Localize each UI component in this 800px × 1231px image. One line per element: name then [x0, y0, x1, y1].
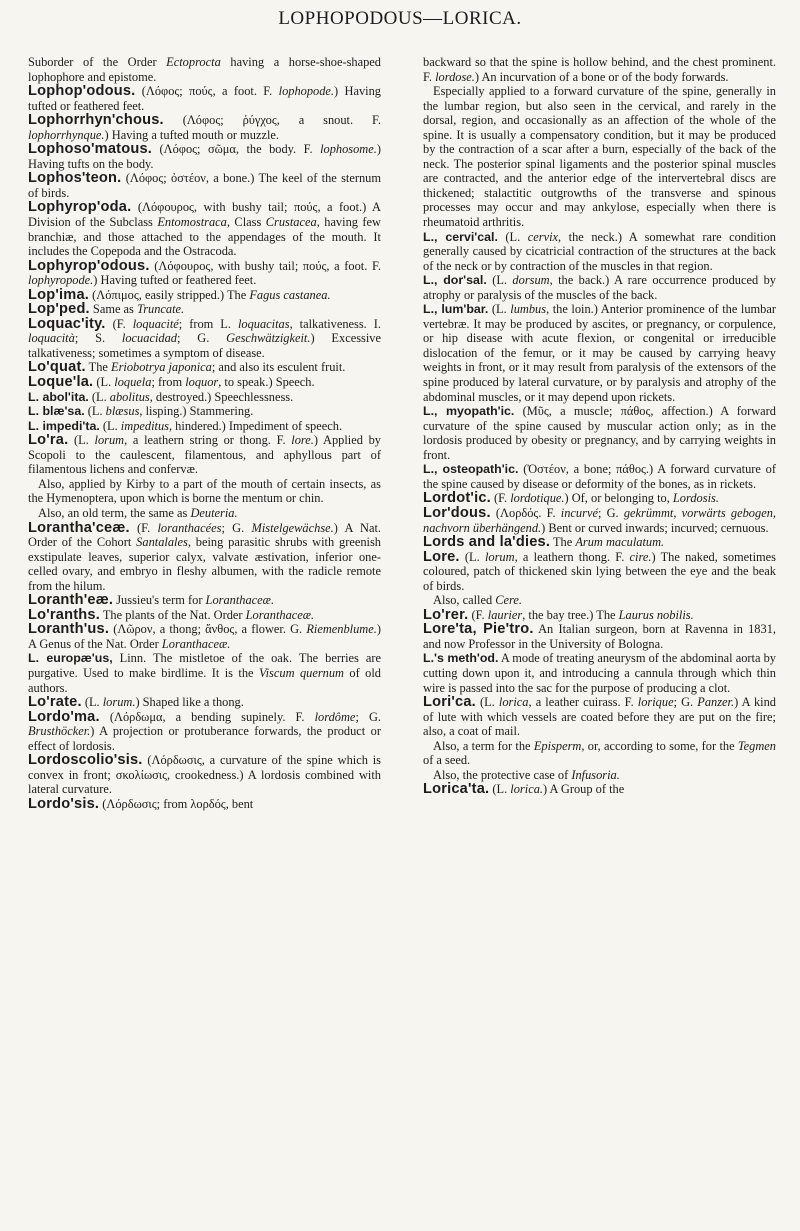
italic-term: lore.	[291, 433, 314, 448]
definition-text: , being parasitic shrubs with greenish exstipulate leaves, superior calyx, valvate æstivation, inferior one-celled ovary, and embryo in fleshy albumen, with the radicle remote from the hilum.	[28, 535, 381, 593]
dictionary-entry-loquela	[28, 375, 381, 390]
headword: Lophyrop'oda.	[28, 199, 132, 216]
dictionary-entry-loranthaceae	[28, 521, 381, 594]
italic-term: Geschwätzigkeit.	[226, 331, 311, 346]
dictionary-entry-lophosteon	[28, 171, 381, 200]
dictionary-entry-loranths	[28, 608, 381, 623]
definition-text: (L.	[93, 375, 115, 390]
definition-text: (F.	[105, 316, 133, 331]
headword: L., lum'bar.	[423, 302, 489, 317]
dictionary-entry-lopima	[28, 288, 381, 303]
italic-term: lordotique.	[510, 491, 565, 506]
italic-term: lorum.	[102, 695, 136, 710]
definition-text: (F.	[129, 520, 158, 535]
italic-term: impeditus	[120, 418, 169, 433]
headword: Lop'ped.	[28, 301, 90, 318]
headword: Lorantha'ceæ.	[28, 519, 130, 536]
dictionary-entry-intro	[28, 55, 381, 84]
definition-text: ) A Group of the	[543, 782, 625, 797]
italic-term: Viscum quernum	[258, 665, 344, 680]
definition-text: (L.	[68, 433, 95, 448]
italic-term: Loranthaceæ.	[161, 636, 231, 651]
definition-text: ) Having tufted or feathered feet.	[28, 84, 381, 113]
definition-text: (Μῦς, a muscle; πάθος, affection.) A forward curvature of the spine caused by muscular action only; as in the lordosis produced by obesity or pregnancy, and by carrying weights in front.	[423, 404, 776, 462]
dictionary-entry-lordosis	[28, 797, 381, 812]
dictionary-entry-lordotic	[423, 491, 776, 506]
headword: L., osteopath'ic.	[423, 462, 519, 477]
headword: Lore'ta, Pie'tro.	[423, 621, 534, 638]
definition-text: Also, applied by Kirby to a part of the mouth of certain insects, as the Hymenoptera, upon which is borne the mentum or chin.	[28, 476, 381, 506]
dictionary-entry-lophyropodous	[28, 259, 381, 288]
dictionary-entry-lophopodous	[28, 84, 381, 113]
definition-text: , a leathern string or thong. F.	[124, 433, 292, 448]
dictionary-entry-lorica	[423, 695, 776, 782]
italic-term: Crustacea	[265, 215, 317, 230]
definition-text: , a leather cuirass. F.	[528, 695, 638, 710]
dictionary-entry-lordosis-cervical	[423, 230, 776, 274]
definition-text: Suborder of the Order	[28, 55, 167, 69]
definition-text: , the bay tree.) The	[522, 607, 619, 622]
definition-text: (L.	[488, 302, 511, 317]
definition-text: (Λόφος; σῶμα, the body. F.	[152, 142, 321, 157]
italic-term: lorum	[94, 433, 125, 448]
definition-text: ; from L.	[178, 316, 238, 331]
definition-text: ) Having tufted or feathered feet.	[93, 273, 257, 288]
definition-text: ; G.	[673, 695, 698, 710]
dictionary-entry-lordosis-dorsal	[423, 273, 776, 302]
definition-text: The	[550, 535, 576, 550]
definition-text: , hindered.) Impediment of speech.	[168, 418, 343, 433]
definition-text: The plants of the Nat. Order	[99, 607, 246, 622]
headword: L. abol'ita.	[28, 389, 89, 404]
italic-term: Loranthaceæ.	[205, 593, 275, 608]
dictionary-entry-loquela-blaesa	[28, 404, 381, 419]
italic-term: Truncate.	[136, 302, 185, 317]
definition-text: (Λόρδωμα, a bending supinely. F.	[99, 709, 315, 724]
definition-text: (L.	[84, 404, 106, 419]
italic-term: lophyropode.	[28, 273, 94, 288]
dictionary-entry-loranthus	[28, 622, 381, 651]
italic-term: lophorrhynque.	[28, 127, 105, 142]
italic-term: Eriobotrya japonica	[111, 360, 212, 375]
definition-text: A mode of treating aneurysm of the abdominal aorta by cutting down upon it, and introducing a cannula through which thin wire is passed into the sac for the purpose of producing a clot.	[423, 651, 776, 695]
definition-text: Also, a term for the	[433, 738, 534, 753]
dictionary-entry-loquela-impedita	[28, 419, 381, 434]
italic-term: loquacità	[28, 331, 75, 346]
definition-text: Same as	[89, 302, 137, 317]
running-head: LOPHOPODOUS—LORICA.	[278, 8, 522, 29]
definition-text: ) A Genus of the Nat. Order	[28, 622, 381, 651]
dictionary-entry-loquela-abolita	[28, 390, 381, 405]
definition-text: ) An incurvation of a bone or of the body forwards.	[474, 69, 729, 84]
definition-text: , talkativeness. I.	[289, 316, 381, 331]
definition-text: , the neck.) A somewhat rare condition generally caused by cicatricial contraction of the structures at the back of the neck or by contraction of the muscles in that region.	[423, 229, 776, 273]
dictionary-entry-lordoscoliosis	[28, 753, 381, 797]
italic-term: laurier	[487, 607, 523, 622]
definition-text: Jussieu's term for	[113, 593, 206, 608]
headword: Loquac'ity.	[28, 315, 106, 332]
italic-term: Santalales	[136, 535, 188, 550]
italic-term: Entomostraca	[157, 215, 227, 230]
headword: Lophos'teon.	[28, 170, 122, 187]
definition-text: Also, the protective case of	[433, 767, 572, 782]
definition-text: , the back.) A rare occurrence produced by atrophy or paralysis of the muscles of the back.	[423, 273, 776, 302]
definition-text: ) Excessive talkativeness; sometimes a symptom of disease.	[28, 331, 381, 360]
dictionary-entry-lordoma	[28, 710, 381, 754]
definition-text: ; G.	[176, 331, 227, 346]
headword: Loranth'us.	[28, 621, 110, 638]
definition-text: Also, an old term, the same as	[38, 505, 191, 520]
definition-text: ) A Nat. Order of the Cohort	[28, 520, 381, 550]
definition-text: (Λόφος; πούς, a foot. F.	[135, 84, 279, 99]
definition-text: , Class	[226, 215, 266, 230]
italic-term: Fagus castanea.	[249, 287, 331, 302]
headword: Loranth'eæ.	[28, 592, 114, 609]
italic-term: Episperm	[533, 738, 582, 753]
headword: Lo'ra.	[28, 432, 69, 449]
definition-text: (F.	[490, 491, 511, 506]
headword: Lo'rate.	[28, 694, 82, 711]
headword: Lop'ima.	[28, 286, 90, 303]
definition-text: , the loin.) Anterior prominence of the lumbar vertebræ. It may be produced by ascites, or pregnancy, or corpulence, or hip disease with acute flexion, or congenital or irreducible dislocation of the femur, or it may be caused by carrying heavy weights in front, or it may result from paralysis of the extensors of the spine produced by lateral curvature, or by paralysis and atrophy of the abdominal muscles, or it may depend upon rickets.	[423, 302, 776, 404]
headword: Lordot'ic.	[423, 490, 491, 507]
definition-text: ; G.	[355, 709, 381, 724]
definition-text: backward so that the spine is hollow behind, and the chest prominent. F.	[423, 55, 776, 84]
dictionary-entry-loricata	[423, 782, 776, 797]
italic-term: Deuteria.	[190, 505, 238, 520]
headword: L. impedi'ta.	[28, 418, 100, 433]
dictionary-entry-lophorrhynchous	[28, 113, 381, 142]
dictionary-entry-loranthus-europaeus	[28, 651, 381, 695]
headword: Lore.	[423, 548, 460, 565]
definition-text: (Λῶρον, a thong; ἄνθος, a flower. G.	[109, 622, 307, 637]
definition-text: of old authors.	[28, 665, 381, 695]
definition-text: , lisping.) Stammering.	[139, 404, 254, 419]
headword: Lords and la'dies.	[423, 534, 551, 551]
definition-text: (Λόπιμος, easily stripped.) The	[89, 287, 250, 302]
headword: Lo'quat.	[28, 359, 86, 376]
definition-text: ) Shaped like a thong.	[135, 695, 244, 710]
italic-term: gekrümmt, vorwärts gebogen, nachvorn überhängend.	[423, 505, 776, 535]
definition-text: (Λόφουρος, with bushy tail; πούς, a foot. F.	[149, 258, 381, 273]
definition-text: Linn. The mistletoe of the oak. The berries are purgative. Used to make birdlime. It is the	[28, 651, 381, 680]
definition-text: ) A projection or protuberance forwards, the product or effect of lordosis.	[28, 724, 381, 753]
italic-term: Ectoprocta	[166, 55, 221, 69]
headword: Lordo'sis.	[28, 795, 100, 812]
italic-term: lophosome.	[320, 142, 377, 157]
headword: Lo'ranths.	[28, 606, 100, 623]
headword: L., cervi'cal.	[423, 229, 498, 244]
definition-text: ; and also its esculent fruit.	[211, 360, 346, 375]
definition-text: (Ὀστέον, a bone; πάθος.) A forward curvature of the spine caused by disease or deformity of the bones, as in rickets.	[423, 462, 776, 491]
headword: L. blæ'sa.	[28, 404, 85, 419]
italic-term: Loranthaceæ.	[245, 607, 315, 622]
italic-term: Mistelgewächse.	[251, 520, 334, 535]
headword: L., dor'sal.	[423, 273, 487, 288]
definition-text: An Italian surgeon, born at Ravenna in 1831, and now Professor in the University of Bologna.	[423, 622, 776, 651]
dictionary-entry-lords-and-ladies	[423, 535, 776, 550]
definition-text: (L.	[99, 418, 121, 433]
headword: Lophoso'matous.	[28, 141, 153, 158]
definition-text: (L.	[459, 549, 485, 564]
definition-text: , destroyed.) Speechlessness.	[149, 389, 294, 404]
italic-term: locuacidad	[121, 331, 177, 346]
definition-text: (Λόφος; ῥύγχος, a snout. F.	[163, 113, 381, 128]
definition-text: Especially applied to a forward curvature of the spine, generally in the lumbar region, but also seen in the cervical, and rarely in the dorsal, region, and occasionally as an affection of the whole of the spine. It is usually a compensatory condition, but it may be produced by the contraction of a scar after a burn, especially of the back of the neck. The posterior spinal ligaments and the posterior spinal muscles are contracted, and the anterior edge of the intervertebral discs are thickened; stalactitic outgrowths of the transverse and spinous processes may occur and may ankylose, especially when there is rheumatoid arthritis.	[423, 84, 776, 230]
italic-term: incurvé	[560, 505, 598, 520]
italic-term: Brusthöcker.	[28, 724, 91, 739]
italic-term: cervix	[527, 229, 559, 244]
dictionary-entry-lorate	[28, 695, 381, 710]
headword: Lophyrop'odous.	[28, 257, 150, 274]
dictionary-entry-loranthese	[28, 593, 381, 608]
italic-term: lorique	[637, 695, 674, 710]
headword: L.'s meth'od.	[423, 651, 499, 666]
italic-term: lorica	[498, 695, 529, 710]
definition-text: ; S.	[74, 331, 122, 346]
definition-text: ) A kind of lute with which vessels are coated before they are put on the fire; also, a coat of mail.	[423, 695, 776, 739]
definition-text: (Λορδός. F.	[490, 505, 561, 520]
definition-text: (L.	[475, 695, 499, 710]
definition-text: Also, called	[433, 593, 496, 608]
italic-term: lumbus	[510, 302, 547, 317]
dictionary-entry-lora	[28, 433, 381, 520]
headword: Lophorrhyn'chous.	[28, 112, 164, 129]
italic-term: loquor	[185, 375, 219, 390]
definition-text: ) Having a tufted mouth or muzzle.	[104, 127, 279, 142]
definition-text: (L.	[497, 229, 528, 244]
italic-term: cire.	[629, 549, 652, 564]
dictionary-entry-lophosomatous	[28, 142, 381, 171]
definition-text: , to speak.) Speech.	[218, 375, 315, 390]
definition-text: ) Of, or belonging to,	[564, 491, 673, 506]
definition-text: (Λόφουρος, with bushy tail; πούς, a foot.) A Division of the Subclass	[28, 200, 381, 230]
definition-text: ) The naked, sometimes coloured, patch of thickened skin lying between the eye and the beak of birds.	[423, 549, 776, 593]
headword: Lo'rer.	[423, 606, 469, 623]
italic-term: Cere.	[495, 593, 523, 608]
dictionary-entry-lordosis-lumbar	[423, 302, 776, 404]
italic-term: Tegmen	[737, 738, 776, 753]
dictionary-entry-lordous	[423, 506, 776, 535]
italic-term: loranthacées	[157, 520, 222, 535]
headword: Loque'la.	[28, 374, 94, 391]
definition-text: (Λόφος; ὀστέον, a bone.) The keel of the sternum of birds.	[28, 171, 381, 200]
headword: Lori'ca.	[423, 694, 476, 711]
headword: Lor'dous.	[423, 504, 491, 521]
italic-term: Infusoria.	[571, 767, 620, 782]
headword: Lorica'ta.	[423, 781, 490, 798]
dictionary-entry-lordosis-myopathic	[423, 404, 776, 462]
definition-text: ) Applied by Scopoli to the caulescent, filamentous, and aphyllous part of filamentous lichens and confervæ.	[28, 433, 381, 477]
definition-text: ; G.	[221, 520, 252, 535]
dictionary-entry-loquat	[28, 360, 381, 375]
definition-text: , a leathern thong. F.	[514, 549, 630, 564]
italic-term: Laurus nobilis.	[618, 607, 694, 622]
definition-text: (L.	[81, 695, 103, 710]
definition-text: (L.	[486, 273, 513, 288]
italic-term: lordose.	[435, 69, 475, 84]
italic-term: abolitus	[109, 389, 150, 404]
definition-text: of a seed.	[423, 753, 471, 768]
left-column	[28, 55, 381, 1225]
definition-text: ; G.	[597, 505, 624, 520]
dictionary-entry-loquacity	[28, 317, 381, 361]
dictionary-entry-loreta-method	[423, 651, 776, 695]
italic-term: loquacitas	[237, 316, 290, 331]
italic-term: blæsus	[105, 404, 140, 419]
dictionary-entry-lore	[423, 550, 776, 608]
dictionary-entry-lopped	[28, 302, 381, 317]
italic-term: Arum maculatum.	[575, 535, 665, 550]
headword: Lordoscolio'sis.	[28, 752, 143, 769]
headword: Lordo'ma.	[28, 708, 100, 725]
headword: Lophop'odous.	[28, 83, 136, 100]
dictionary-entry-lorer	[423, 608, 776, 623]
definition-text: , having few branchiæ, and those attached to the appendages of the mouth. It includes the Copepoda and the Ostracoda.	[28, 215, 381, 259]
definition-text: (L.	[489, 782, 511, 797]
definition-text: (L.	[88, 389, 110, 404]
headword: L. europæ'us,	[28, 651, 113, 666]
definition-text: , or, according to some, for the	[581, 738, 738, 753]
definition-text: The	[85, 360, 112, 375]
dictionary-entry-lophyropoda	[28, 200, 381, 258]
dictionary-entry-loreta	[423, 622, 776, 651]
italic-term: Lordosis.	[672, 491, 719, 506]
italic-term: lordôme	[314, 709, 356, 724]
definition-text: ) Bent or curved inwards; incurved; cernuous.	[541, 520, 769, 535]
italic-term: lorum	[484, 549, 515, 564]
definition-text: having a horse-shoe-shaped lophophore and epistome.	[28, 55, 381, 84]
definition-text: (Λόρδωσις, a curvature of the spine which is convex in front; σκολίωσις, crookedness.) A lordosis combined with lateral curvature.	[28, 753, 381, 797]
right-column	[423, 55, 776, 1225]
italic-term: lophopode.	[278, 84, 335, 99]
dictionary-entry-lordosis-osteopathic	[423, 462, 776, 491]
italic-term: dorsum	[512, 273, 550, 288]
italic-term: Riemenblume.	[306, 622, 377, 637]
italic-term: Panzer.	[697, 695, 735, 710]
definition-text: ; from	[151, 375, 186, 390]
italic-term: loquacité	[132, 316, 179, 331]
headword: L., myopath'ic.	[423, 404, 515, 419]
italic-term: lorica.	[510, 782, 543, 797]
definition-text: ) Having tufts on the body.	[28, 142, 381, 171]
definition-text: (F.	[468, 607, 488, 622]
dictionary-entry-lordosis-cont	[423, 55, 776, 230]
italic-term: loquela	[114, 375, 152, 390]
definition-text: (Λόρδωσις; from λορδός, bent	[99, 796, 254, 811]
